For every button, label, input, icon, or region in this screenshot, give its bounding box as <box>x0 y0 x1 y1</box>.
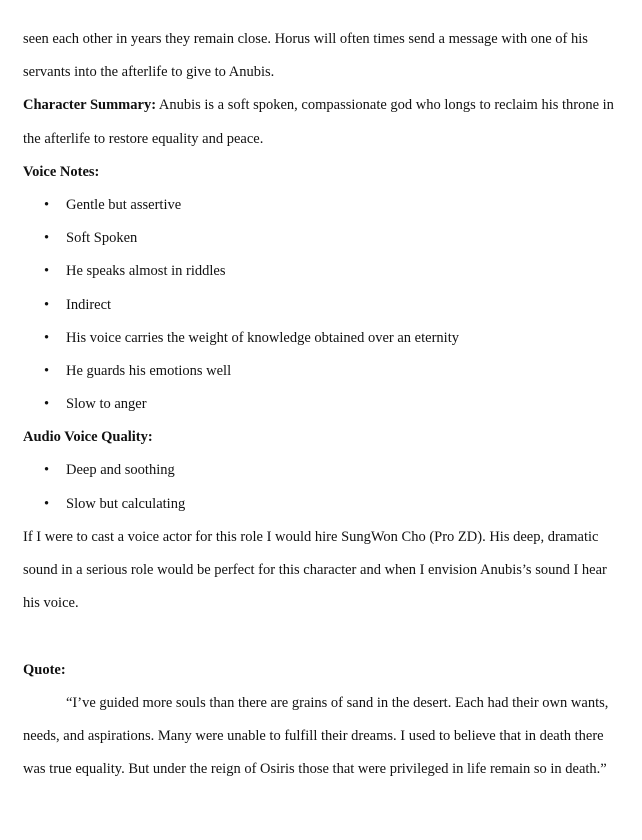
list-item <box>23 194 623 227</box>
blank-line <box>23 625 623 658</box>
list-item-text: Indirect <box>66 296 112 313</box>
character-summary-label: Character Summary: <box>23 97 157 114</box>
audio-voice-quality-heading: Audio Voice Quality: <box>23 429 153 446</box>
list-item-text: Slow to anger <box>66 396 147 413</box>
intro-line-2: servants into the afterlife to give to Anubis. <box>23 64 275 81</box>
list-item <box>23 393 623 426</box>
voice-notes-heading: Voice Notes: <box>23 163 100 180</box>
bullet-icon: • <box>44 296 50 313</box>
bullet-icon: • <box>44 230 50 247</box>
list-item <box>23 360 623 393</box>
intro-line-1: seen each other in years they remain close. Horus will often times send a message with one of his <box>23 31 588 47</box>
bullet-icon: • <box>44 329 50 346</box>
list-item-text: He speaks almost in riddles <box>66 263 226 280</box>
voice-notes-list <box>23 194 623 426</box>
casting-line-1: If I were to cast a voice actor for this role I would hire SungWon Cho (Pro ZD). His deep, dramatic <box>23 528 599 545</box>
bullet-icon: • <box>44 396 50 413</box>
bullet-icon: • <box>44 362 50 379</box>
audio-voice-quality-list <box>23 459 623 525</box>
quote-line-3: was true equality. But under the reign of Osiris those that were privileged in life remain so in death.” <box>23 761 607 778</box>
document-page <box>23 28 623 791</box>
bullet-icon: • <box>44 462 50 479</box>
list-item-text: His voice carries the weight of knowledge obtained over an eternity <box>66 329 459 346</box>
list-item-text: Slow but calculating <box>66 495 186 512</box>
casting-line-2: sound in a serious role would be perfect for this character and when I envision Anubis’s sound I hear <box>23 562 607 578</box>
list-item-text: Deep and soothing <box>66 462 175 479</box>
quote-line-1: “I’ve guided more souls than there are grains of sand in the desert. Each had their own wants, <box>66 694 609 711</box>
character-summary-text: Anubis is a soft spoken, compassionate god who longs to reclaim his throne in <box>156 97 614 114</box>
bullet-icon: • <box>44 263 50 280</box>
casting-line-3: his voice. <box>23 595 79 612</box>
quote-line-2: needs, and aspirations. Many were unable to fulfill their dreams. I used to believe that in death there <box>23 727 604 744</box>
list-item <box>23 459 623 492</box>
list-item <box>23 227 623 260</box>
bullet-icon: • <box>44 196 50 213</box>
list-item <box>23 493 623 526</box>
character-summary-line-2: the afterlife to restore equality and peace. <box>23 130 264 147</box>
list-item <box>23 260 623 293</box>
bullet-icon: • <box>44 495 50 512</box>
list-item-text: Soft Spoken <box>66 230 138 247</box>
list-item <box>23 327 623 360</box>
list-item-text: Gentle but assertive <box>66 196 182 213</box>
list-item-text: He guards his emotions well <box>66 362 232 379</box>
list-item <box>23 294 623 327</box>
quote-heading: Quote: <box>23 661 66 678</box>
character-summary-line-1 <box>23 94 623 127</box>
